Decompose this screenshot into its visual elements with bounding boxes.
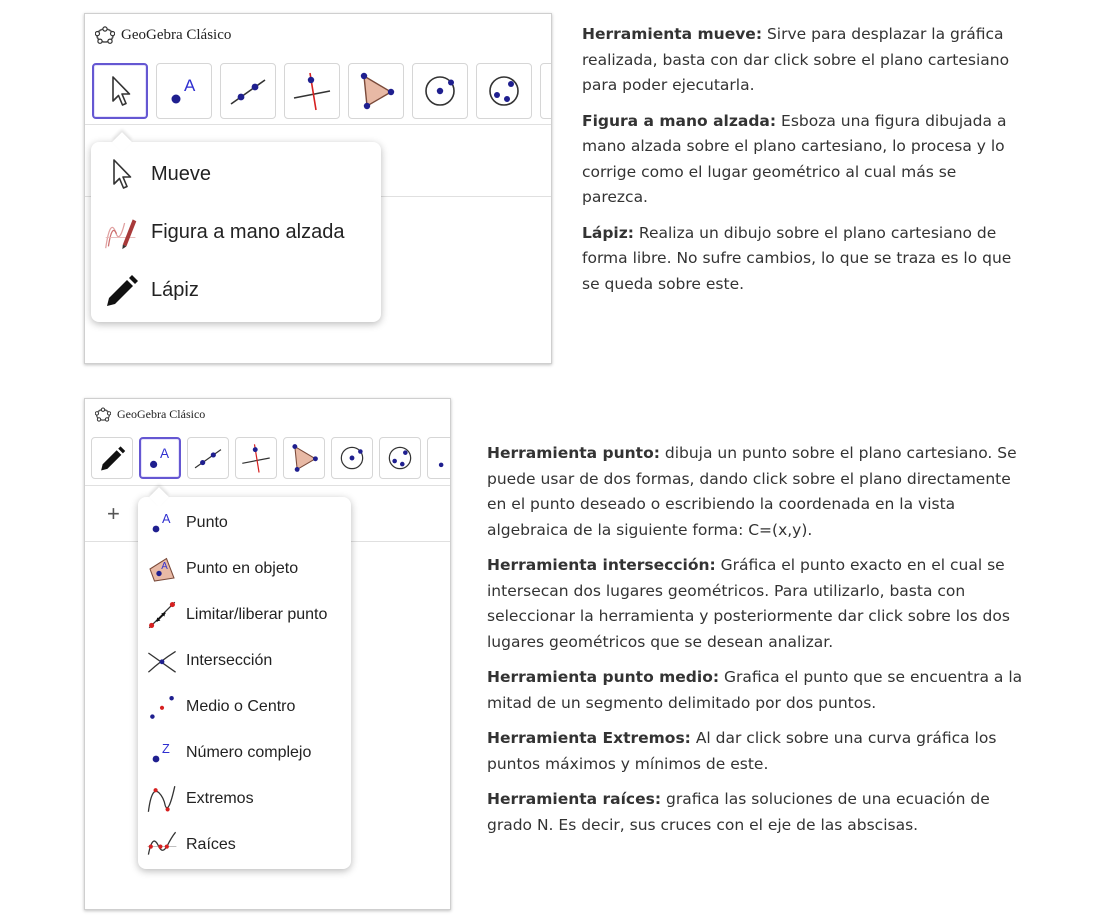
description-paragraph [582, 22, 1012, 99]
tool-line[interactable] [187, 437, 229, 479]
tool-polygon[interactable] [348, 63, 404, 119]
description-term: Herramienta punto: [487, 444, 660, 462]
menu-item-attach-detach[interactable] [138, 595, 351, 635]
menu-item-label: Limitar/liberar punto [186, 606, 328, 623]
attach-detach-point-icon [146, 599, 178, 631]
menu-item-complex-number[interactable] [138, 733, 351, 773]
description-paragraph [487, 665, 1027, 716]
circle-three-points-icon [384, 442, 416, 474]
menu-pointer [112, 132, 132, 152]
description-term: Figura a mano alzada: [582, 111, 777, 130]
description-term: Herramienta punto medio: [487, 668, 720, 686]
description-term: Lápiz: [582, 223, 634, 242]
circle-center-icon [336, 442, 368, 474]
menu-item-label: Punto [186, 514, 228, 531]
description-text: Esboza una figura dibujada a mano alzada sobre el plano cartesiano, lo procesa y lo corrige como el lugar geométrico al cual más se parezca. [582, 111, 1007, 206]
description-text: Sirve para desplazar la gráfica realizada, basta con dar click sobre el plano cartesiano para poder ejecutarla. [582, 25, 1010, 94]
tool-point[interactable] [156, 63, 212, 119]
svg-text:A: A [184, 76, 196, 95]
menu-item-move[interactable] [91, 150, 381, 198]
geogebra-move-panel [84, 13, 552, 364]
move-tool-menu [91, 142, 381, 322]
description-text: Gráfica el punto exacto en el cual se intersecan dos lugares geométricos. Para utilizarlo, basta con seleccionar la herramienta y posteriormente dar click sobre los dos lugares geométricos que se desean analizar. [487, 556, 1010, 651]
midpoint-icon [146, 691, 178, 723]
roots-icon [146, 829, 178, 861]
tool-perpendicular[interactable] [235, 437, 277, 479]
move-tools-descriptions [582, 22, 1012, 307]
description-paragraph [487, 787, 1027, 838]
menu-item-label: Medio o Centro [186, 698, 296, 715]
svg-text:A: A [162, 511, 171, 526]
description-paragraph [487, 726, 1027, 777]
line-icon [192, 442, 224, 474]
complex-number-icon [146, 737, 178, 769]
circle-three-points-icon [483, 70, 525, 112]
tool-move[interactable] [92, 63, 148, 119]
tool-partial[interactable] [427, 437, 451, 479]
angle-tool-icon [547, 70, 552, 112]
toolbar-divider [85, 485, 450, 486]
description-term: Herramienta raíces: [487, 790, 662, 808]
svg-text:A: A [161, 561, 168, 572]
angle-tool-icon [432, 442, 451, 474]
description-paragraph [487, 441, 1027, 543]
toolbar [85, 435, 450, 481]
description-paragraph [582, 221, 1012, 298]
menu-item-label: Figura a mano alzada [151, 220, 345, 243]
svg-text:Z: Z [162, 741, 170, 756]
app-title-text: GeoGebra Clásico [117, 407, 206, 421]
menu-item-label: Mueve [151, 162, 212, 185]
menu-item-label: Lápiz [151, 278, 199, 301]
menu-item-point[interactable] [138, 503, 351, 543]
circle-center-icon [419, 70, 461, 112]
tool-pen[interactable] [91, 437, 133, 479]
tool-circle-center[interactable] [412, 63, 468, 119]
description-term: Herramienta mueve: [582, 25, 763, 43]
app-title [95, 26, 231, 44]
toolbar [85, 62, 551, 120]
move-cursor-icon [105, 74, 135, 108]
geogebra-logo-icon [95, 26, 115, 44]
app-title-text: GeoGebra Clásico [121, 26, 232, 43]
tool-polygon[interactable] [283, 437, 325, 479]
description-paragraph [487, 553, 1027, 655]
geogebra-point-panel [84, 398, 451, 910]
toolbar-divider [85, 124, 551, 125]
tool-partial[interactable] [540, 63, 552, 119]
menu-item-midpoint[interactable] [138, 687, 351, 727]
menu-item-pen[interactable] [91, 266, 381, 314]
point-icon [144, 442, 176, 474]
menu-item-intersect[interactable] [138, 641, 351, 681]
menu-item-label: Raíces [186, 836, 236, 853]
tool-circle-center[interactable] [331, 437, 373, 479]
move-cursor-icon [103, 154, 139, 194]
point-tools-descriptions [487, 441, 1027, 848]
menu-item-label: Punto en objeto [186, 560, 299, 577]
intersect-icon [146, 645, 178, 677]
tool-line[interactable] [220, 63, 276, 119]
menu-item-roots[interactable] [138, 825, 351, 865]
menu-item-freehand[interactable] [91, 208, 381, 256]
tool-circle-three-points[interactable] [379, 437, 421, 479]
point-icon [164, 71, 204, 111]
perpendicular-line-icon [291, 70, 333, 112]
pen-icon [98, 444, 126, 472]
polygon-icon [355, 70, 397, 112]
point-icon [146, 507, 178, 539]
menu-item-label: Extremos [186, 790, 254, 807]
description-text: grafica las soluciones de una ecuación de grado N. Es decir, sus cruces con el eje de las abscisas. [487, 790, 990, 834]
geogebra-logo-icon [95, 407, 111, 422]
extremum-icon [146, 783, 178, 815]
freehand-shape-icon [103, 212, 139, 252]
menu-item-extremum[interactable] [138, 779, 351, 819]
polygon-icon [288, 442, 320, 474]
perpendicular-line-icon [240, 442, 272, 474]
menu-item-point-on-object[interactable] [138, 549, 351, 589]
description-term: Herramienta intersección: [487, 556, 716, 574]
description-text: Grafica el punto que se encuentra a la mitad de un segmento delimitado por dos puntos. [487, 668, 1023, 712]
tool-circle-three-points[interactable] [476, 63, 532, 119]
algebra-plus[interactable]: + [107, 501, 120, 526]
point-on-object-icon [146, 553, 178, 585]
pen-icon [103, 270, 139, 310]
menu-item-label: Número complejo [186, 744, 312, 761]
description-text: Realiza un dibujo sobre el plano cartesiano de forma libre. No sufre cambios, lo que se traza es lo que se queda sobre este. [582, 223, 1012, 293]
description-term: Herramienta Extremos: [487, 729, 691, 747]
description-text: Al dar click sobre una curva gráfica los puntos máximos y mínimos de este. [487, 729, 997, 773]
point-tool-menu [138, 497, 351, 869]
tool-perpendicular[interactable] [284, 63, 340, 119]
menu-item-label: Intersección [186, 652, 273, 669]
description-paragraph [582, 109, 1012, 211]
svg-text:A: A [160, 446, 170, 461]
line-icon [227, 70, 269, 112]
tool-point[interactable] [139, 437, 181, 479]
description-text: dibuja un punto sobre el plano cartesiano. Se puede usar de dos formas, dando click sobre el plano directamente en el punto deseado o escribiendo la coordenada en la vista algebraica de la siguiente forma: C=(x,y). [487, 444, 1017, 539]
app-title [95, 407, 205, 422]
